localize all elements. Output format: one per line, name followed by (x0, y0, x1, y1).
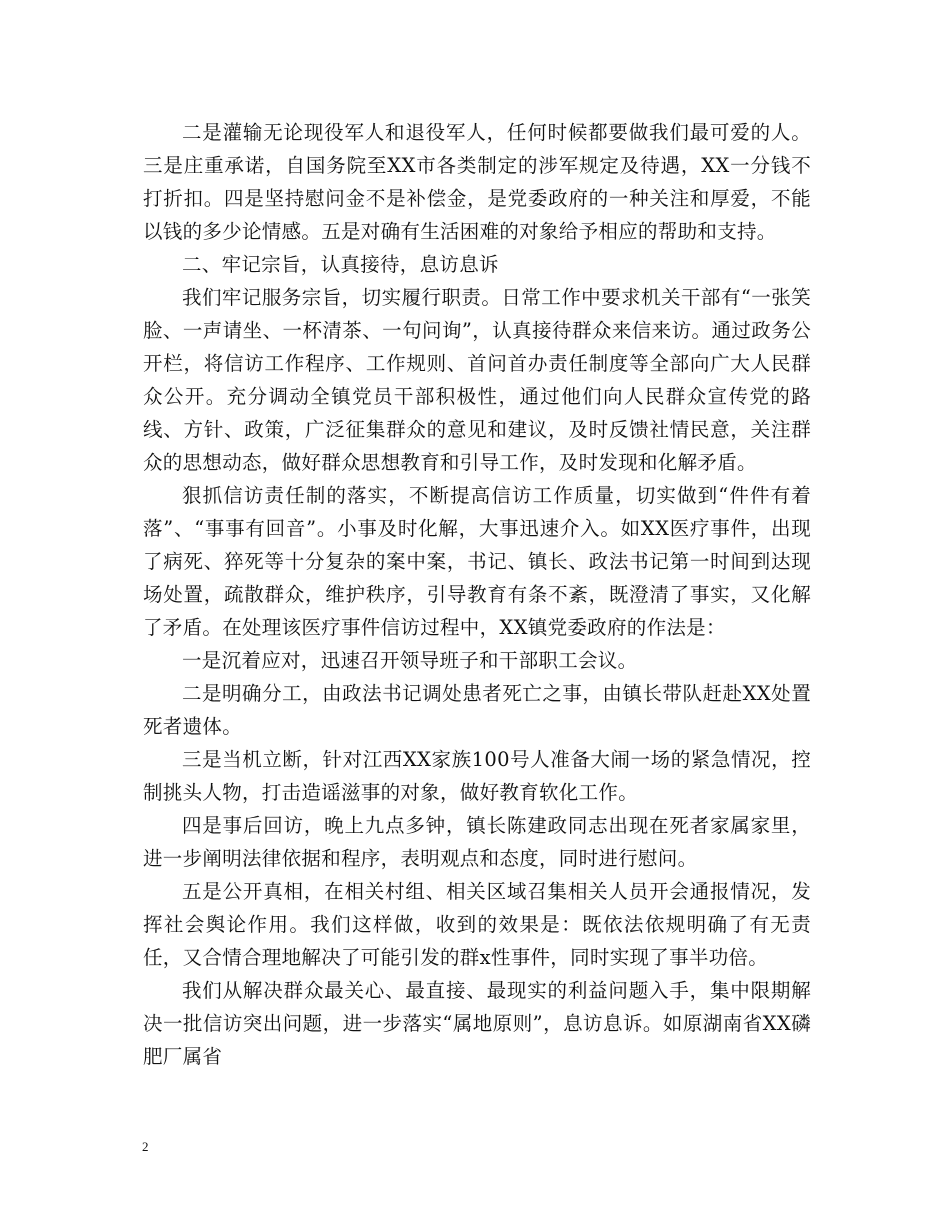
paragraph: 狠抓信访责任制的落实，不断提高信访工作质量，切实做到“件件有着落”、“事事有回音”。小事及时化解，大事迅速介入。如XX医疗事件，出现了病死、猝死等十分复杂的案中案，书记、镇长、政法书记第一时间到达现场处置，疏散群众，维护秩序，引导教育有条不紊，既澄清了事实，又化解了矛盾。在处理该医疗事件信访过程中，XX镇党委政府的作法是： (143, 484, 811, 639)
paragraph: 一是沉着应对，迅速召开领导班子和干部职工会议。 (182, 649, 638, 672)
paragraph: 我们从解决群众最关心、最直接、最现实的利益问题入手，集中限期解决一批信访突出问题，进一步落实“属地原则”，息访息诉。如原湖南省XX磷肥厂属省 (143, 979, 811, 1068)
page-number: 2 (142, 1139, 149, 1154)
paragraph: 我们牢记服务宗旨，切实履行职责。日常工作中要求机关干部有“一张笑脸、一声请坐、一杯清茶、一句问询”，认真接待群众来信来访。通过政务公开栏，将信访工作程序、工作规则、首问首办责任制度等全部向广大人民群众公开。充分调动全镇党员干部积极性，通过他们向人民群众宣传党的路线、方针、政策，广泛征集群众的意见和建议，及时反馈社情民意，关注群众的思想动态，做好群众思想教育和引导工作，及时发现和化解矛盾。 (143, 286, 811, 474)
paragraph: 三是当机立断，针对江西XX家族100号人准备大闹一场的紧急情况，控制挑头人物，打击造谣滋事的对象，做好教育软化工作。 (143, 748, 811, 804)
paragraph: 二是灌输无论现役军人和退役军人，任何时候都要做我们最可爱的人。三是庄重承诺，自国务院至XX市各类制定的涉军规定及待遇，XX一分钱不打折扣。四是坚持慰问金不是补偿金，是党委政府的一种关注和厚爱，不能以钱的多少论情感。五是对确有生活困难的对象给予相应的帮助和支持。 (143, 121, 811, 243)
paragraph: 四是事后回访，晚上九点多钟，镇长陈建政同志出现在死者家属家里，进一步阐明法律依据和程序，表明观点和态度，同时进行慰问。 (143, 814, 811, 870)
document-body (143, 116, 811, 1073)
paragraph: 五是公开真相，在相关村组、相关区域召集相关人员开会通报情况，发挥社会舆论作用。我们这样做，收到的效果是：既依法依规明确了有无责任，又合情合理地解决了可能引发的群x性事件，同时实现了事半功倍。 (143, 880, 811, 969)
paragraph: 二是明确分工，由政法书记调处患者死亡之事，由镇长带队赶赴XX处置死者遗体。 (143, 682, 811, 738)
section-heading: 二、牢记宗旨，认真接待，息访息诉 (182, 253, 499, 276)
